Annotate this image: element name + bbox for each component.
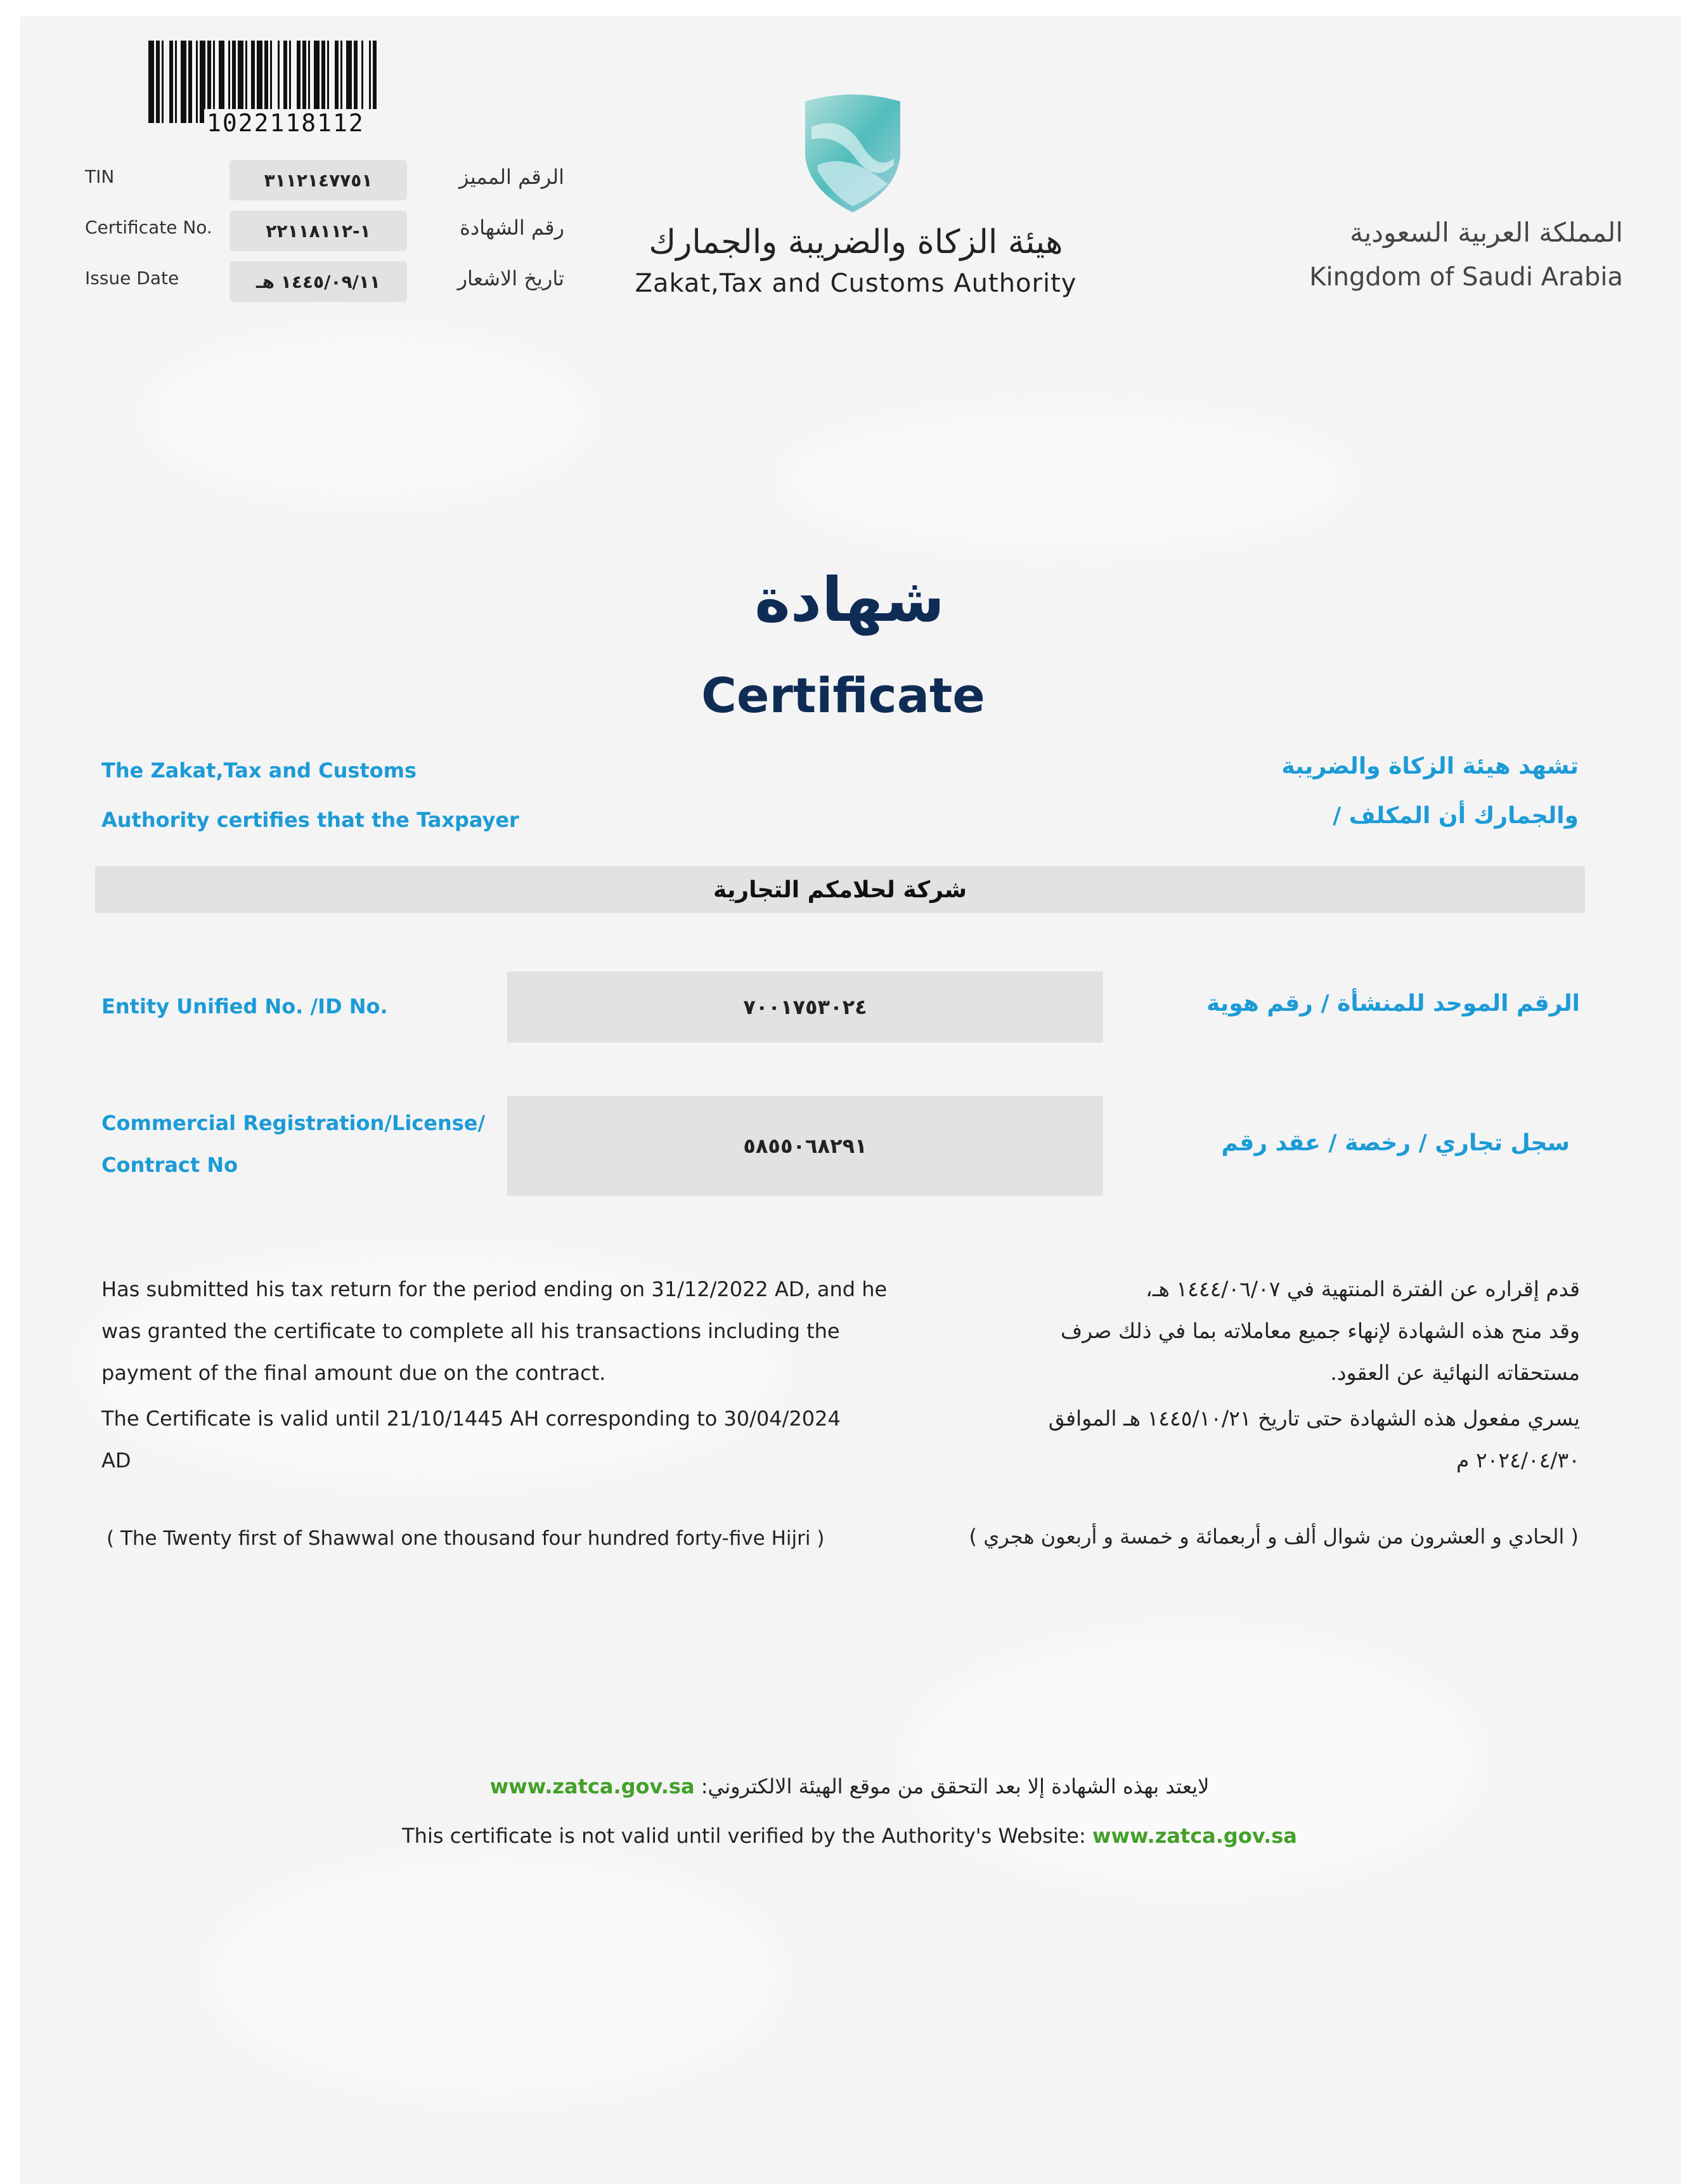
body-ar-line: ٢٠٢٤/٠٤/٣٠ م bbox=[1456, 1448, 1580, 1472]
entity-label-ar: الرقم الموحد للمنشأة / رقم هوية bbox=[1206, 991, 1580, 1017]
field-label-en: Issue Date bbox=[85, 268, 179, 289]
watermark-blot bbox=[210, 1856, 781, 2096]
body-en-line: AD bbox=[101, 1448, 131, 1472]
entity-value: ٧٠٠١٧٥٣٠٢٤ bbox=[507, 972, 1103, 1043]
field-label-ar: رقم الشهادة bbox=[460, 216, 564, 240]
registration-value: ٥٨٥٥٠٦٨٢٩١ bbox=[507, 1096, 1103, 1196]
date-words-ar: ( الحادي و العشرون من شوال ألف و أربعمائة و خمسة و أربعون هجري ) bbox=[969, 1524, 1579, 1549]
body-ar bbox=[926, 1268, 1580, 1481]
certifies-en-line1: The Zakat,Tax and Customs bbox=[101, 758, 417, 783]
authority-name-en: Zakat,Tax and Customs Authority bbox=[635, 269, 1077, 298]
barcode-bar bbox=[156, 41, 160, 123]
entity-label-en: Entity Unified No. /ID No. bbox=[101, 994, 388, 1018]
watermark-blot bbox=[908, 1634, 1478, 1887]
field-label-ar: الرقم المميز bbox=[458, 165, 564, 189]
barcode bbox=[148, 41, 432, 146]
body-en-line: Has submitted his tax return for the period ending on 31/12/2022 AD, and he bbox=[101, 1277, 888, 1301]
zatca-logo bbox=[799, 89, 907, 216]
footer-ar-url[interactable]: www.zatca.gov.sa bbox=[489, 1774, 695, 1798]
footer-en bbox=[317, 1824, 1382, 1848]
authority-name-ar: هيئة الزكاة والضريبة والجمارك bbox=[649, 223, 1063, 261]
taxpayer-name: شركة لحلامكم التجارية bbox=[713, 876, 967, 903]
shield-icon bbox=[799, 89, 907, 216]
taxpayer-name-bar bbox=[95, 866, 1585, 913]
barcode-bar bbox=[188, 41, 192, 123]
registration-label-en-line2: Contract No bbox=[101, 1153, 238, 1177]
footer-en-url[interactable]: www.zatca.gov.sa bbox=[1092, 1824, 1297, 1848]
barcode-bar bbox=[181, 41, 186, 123]
body-en-line: The Certificate is valid until 21/10/1445 AH corresponding to 30/04/2024 bbox=[101, 1407, 841, 1431]
body-ar-line: مستحقاته النهائية عن العقود. bbox=[1330, 1360, 1580, 1385]
field-label-en: Certificate No. bbox=[85, 217, 212, 238]
footer-ar bbox=[355, 1774, 1344, 1798]
title-en: Certificate bbox=[701, 667, 985, 724]
barcode-bar bbox=[169, 41, 173, 123]
title-ar: شهادة bbox=[754, 564, 945, 635]
country-name-en: Kingdom of Saudi Arabia bbox=[1309, 263, 1623, 292]
body-ar-line: يسري مفعول هذه الشهادة حتى تاريخ ١٤٤٥/١٠/٢١ هـ الموافق bbox=[1048, 1406, 1580, 1431]
tin-value: ٣١١٢١٤٧٧٥١ bbox=[230, 160, 407, 200]
barcode-bar bbox=[196, 41, 198, 123]
issue-date-value: ١٤٤٥/٠٩/١١ هـ bbox=[230, 261, 407, 302]
watermark-blot bbox=[781, 410, 1352, 549]
certifies-ar-line2: والجمارك أن المكلف / bbox=[1333, 803, 1579, 829]
field-label-ar: تاريخ الاشعار bbox=[457, 266, 564, 290]
body-ar-line: وقد منح هذه الشهادة لإنهاء جميع معاملاته بما في ذلك صرف bbox=[1060, 1318, 1580, 1343]
barcode-number: 1022118112 bbox=[204, 109, 437, 137]
footer-ar-text: لايعتد بهذه الشهادة إلا بعد التحقق من موقع الهيئة الالكتروني: bbox=[701, 1774, 1210, 1798]
barcode-bar bbox=[162, 41, 164, 123]
body-ar-line: قدم إقراره عن الفترة المنتهية في ١٤٤٤/٠٦/٠٧ هـ، bbox=[1146, 1277, 1580, 1301]
body-en-line: was granted the certificate to complete all his transactions including the bbox=[101, 1319, 840, 1343]
certifies-ar-line1: تشهد هيئة الزكاة والضريبة bbox=[1281, 753, 1579, 779]
date-words-en: ( The Twenty first of Shawwal one thousand four hundred forty-five Hijri ) bbox=[107, 1527, 825, 1550]
field-row-certificate-no bbox=[82, 211, 564, 251]
field-row-tin bbox=[82, 160, 564, 200]
footer-en-text: This certificate is not valid until verified by the Authority's Website: bbox=[402, 1824, 1086, 1848]
field-row-issue-date bbox=[82, 261, 564, 302]
certificate-no-value: ١-٢٢١١٨١١٢ bbox=[230, 211, 407, 251]
barcode-bar bbox=[148, 41, 154, 123]
field-label-en: TIN bbox=[85, 166, 115, 187]
body-en-line: payment of the final amount due on the contract. bbox=[101, 1361, 606, 1385]
country-name-ar: المملكة العربية السعودية bbox=[1350, 217, 1623, 248]
body-en bbox=[101, 1268, 888, 1481]
watermark-blot bbox=[147, 334, 591, 498]
registration-label-ar: سجل تجاري / رخصة / عقد رقم bbox=[1221, 1130, 1570, 1156]
certifies-en-line2: Authority certifies that the Taxpayer bbox=[101, 808, 519, 832]
registration-label-en-line1: Commercial Registration/License/ bbox=[101, 1111, 486, 1135]
barcode-bar bbox=[175, 41, 177, 123]
